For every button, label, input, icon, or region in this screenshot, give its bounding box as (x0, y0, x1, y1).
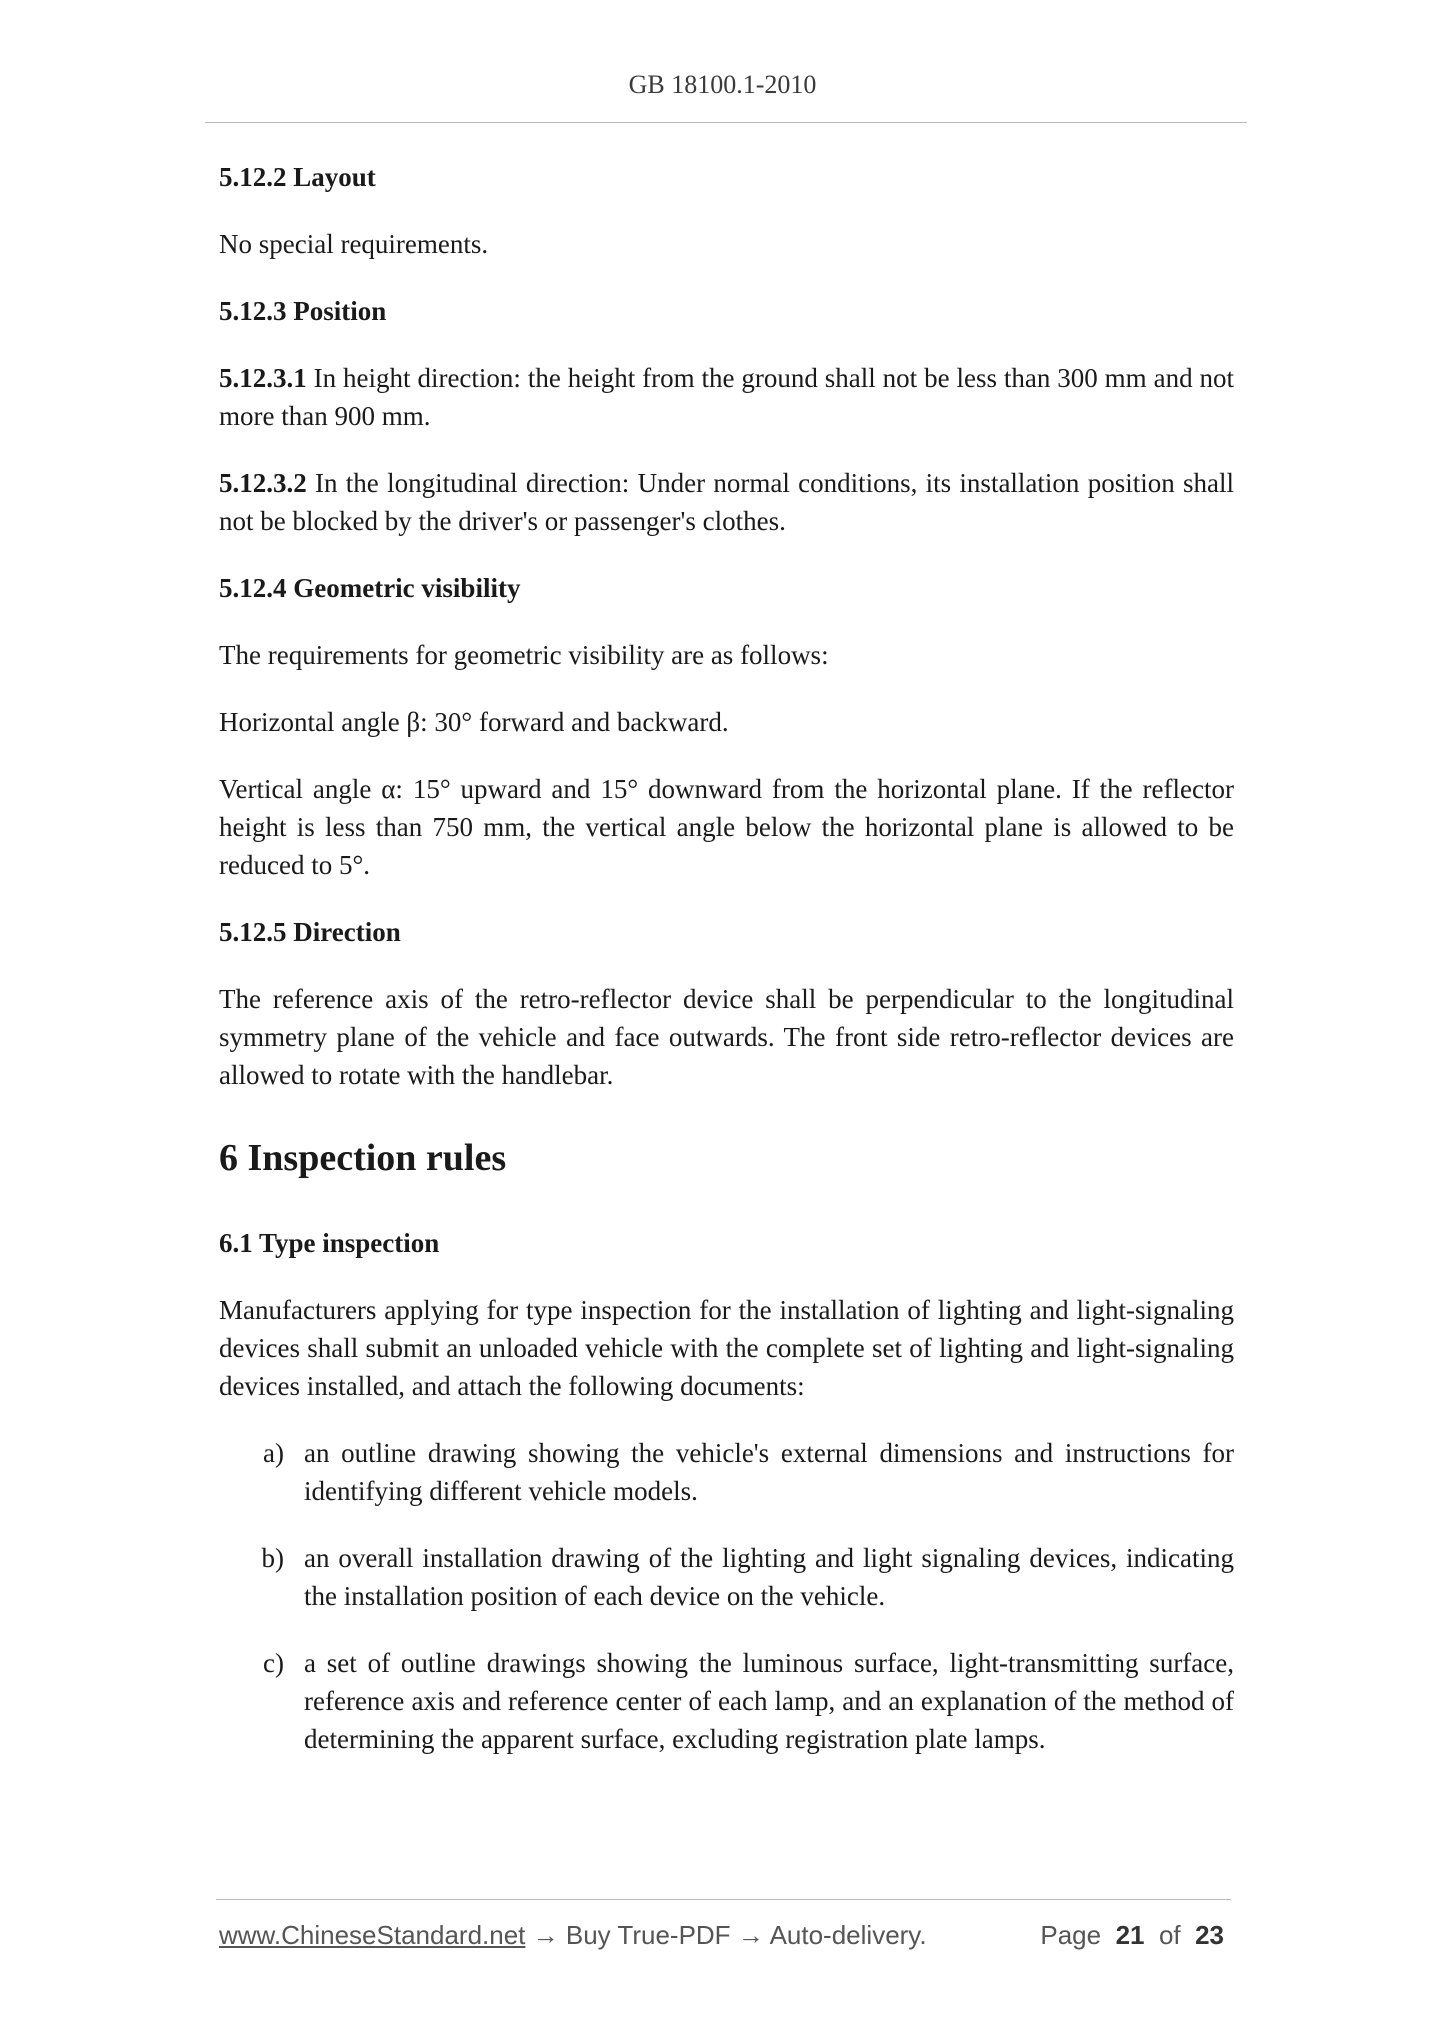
list-marker: a) (263, 1438, 284, 1468)
list-marker: c) (263, 1648, 284, 1678)
heading-5-12-4: 5.12.4 Geometric visibility (219, 573, 521, 603)
page-total: 23 (1195, 1920, 1224, 1950)
document-header: GB 18100.1-2010 (628, 70, 817, 99)
page-label: Page (1040, 1920, 1102, 1950)
clause-text: In height direction: the height from the ground shall not be less than 300 mm and not more than 900 mm. (219, 363, 1234, 431)
page-indicator (1040, 1920, 1224, 1951)
paragraph-5-12-3-2 (219, 464, 1234, 540)
paragraph-vertical-angle: Vertical angle α: 15° upward and 15° downward from the horizontal plane. If the reflector height is less than 750 mm, the vertical angle below the horizontal plane is allowed to be reduced to 5°. (219, 774, 1234, 880)
heading-6: 6 Inspection rules (219, 1137, 507, 1179)
footer-divider (216, 1899, 1231, 1900)
clause-number: 5.12.3.1 (219, 363, 307, 393)
paragraph-layout: No special requirements. (219, 229, 489, 259)
footer-promo (219, 1920, 927, 1951)
clause-text: In the longitudinal direction: Under normal conditions, its installation position shall not be blocked by the driver's or passenger's clothes. (219, 468, 1234, 536)
header-divider (205, 122, 1247, 123)
site-link[interactable]: www.ChineseStandard.net (219, 1920, 526, 1950)
paragraph-visibility-intro: The requirements for geometric visibility are as follows: (219, 640, 829, 670)
list-item (219, 1644, 1234, 1758)
list-item-text: a set of outline drawings showing the luminous surface, light-transmitting surface, reference axis and reference center of each lamp, and an explanation of the method of determining the apparent surface, excluding registration plate lamps. (304, 1648, 1234, 1754)
heading-6-1: 6.1 Type inspection (219, 1228, 440, 1258)
heading-5-12-5: 5.12.5 Direction (219, 917, 401, 947)
paragraph-direction: The reference axis of the retro-reflector device shall be perpendicular to the longitudinal symmetry plane of the vehicle and face outwards. The front side retro-reflector devices are allowed to rotate with the handlebar. (219, 984, 1234, 1090)
list-item (219, 1434, 1234, 1510)
page-current: 21 (1115, 1920, 1145, 1950)
footer-tagline: → Buy True-PDF → Auto-delivery. (525, 1920, 927, 1950)
paragraph-type-inspection-intro: Manufacturers applying for type inspection for the installation of lighting and light-signaling devices shall submit an unloaded vehicle with the complete set of lighting and light-signaling devices installed, and attach the following documents: (219, 1295, 1234, 1401)
page-footer (219, 1920, 1224, 1951)
list-marker: b) (261, 1543, 284, 1573)
heading-5-12-3: 5.12.3 Position (219, 296, 387, 326)
heading-5-12-2: 5.12.2 Layout (219, 162, 376, 192)
list-item-text: an overall installation drawing of the lighting and light signaling devices, indicating the installation position of each device on the vehicle. (304, 1543, 1234, 1611)
paragraph-horizontal-angle: Horizontal angle β: 30° forward and backward. (219, 707, 729, 737)
list-item-text: an outline drawing showing the vehicle's external dimensions and instructions for identifying different vehicle models. (304, 1438, 1234, 1506)
list-item (219, 1539, 1234, 1615)
page-of: of (1158, 1920, 1181, 1950)
paragraph-5-12-3-1 (219, 359, 1234, 435)
clause-number: 5.12.3.2 (219, 468, 307, 498)
page-content (219, 158, 1234, 1787)
